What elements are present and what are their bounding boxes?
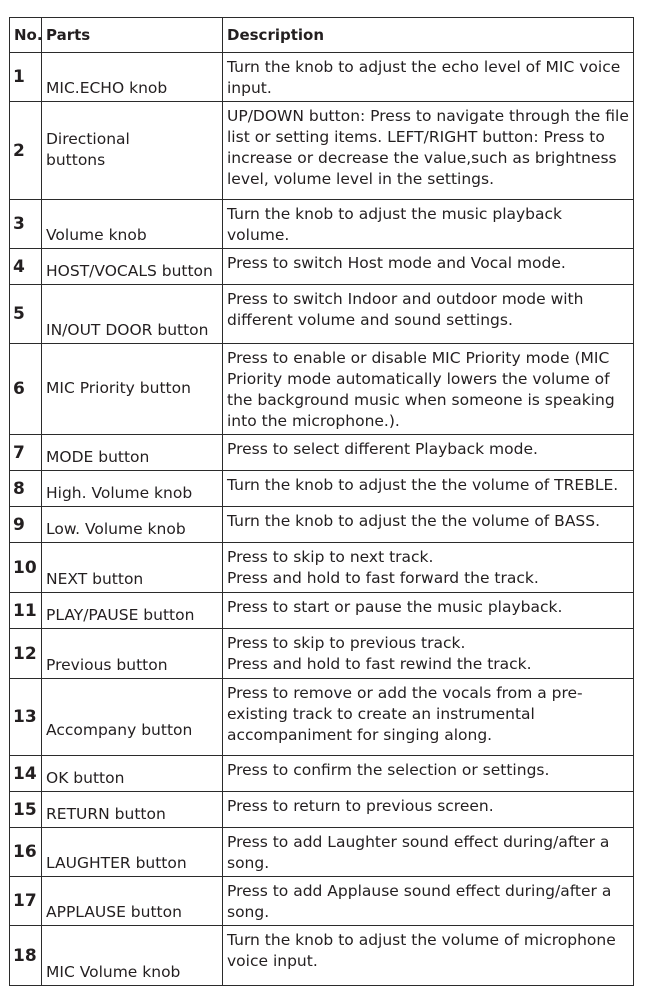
part-description: Press to start or pause the music playback. — [223, 593, 634, 629]
header-parts: Parts — [42, 18, 223, 53]
row-number: 2 — [10, 102, 42, 200]
row-number: 10 — [10, 543, 42, 593]
row-number: 6 — [10, 344, 42, 435]
part-name: LAUGHTER button — [42, 828, 223, 877]
part-description: Press to skip to next track. Press and hold to fast forward the track. — [223, 543, 634, 593]
part-name: MODE button — [42, 435, 223, 471]
row-number: 5 — [10, 285, 42, 344]
part-description: Turn the knob to adjust the music playback volume. — [223, 200, 634, 249]
table-header-row — [10, 18, 634, 53]
part-description: Press to add Applause sound effect during/after a song. — [223, 877, 634, 926]
part-name: Volume knob — [42, 200, 223, 249]
table-row — [10, 877, 634, 926]
part-name: PLAY/PAUSE button — [42, 593, 223, 629]
header-no: No. — [10, 18, 42, 53]
row-number: 12 — [10, 629, 42, 679]
part-name: OK button — [42, 756, 223, 792]
table-row — [10, 593, 634, 629]
part-name: MIC Volume knob — [42, 926, 223, 986]
part-name: Directional buttons — [42, 102, 223, 200]
row-number: 16 — [10, 828, 42, 877]
row-number: 11 — [10, 593, 42, 629]
row-number: 1 — [10, 53, 42, 102]
row-number: 3 — [10, 200, 42, 249]
part-description: Turn the knob to adjust the volume of microphone voice input. — [223, 926, 634, 986]
row-number: 8 — [10, 471, 42, 507]
table-row — [10, 471, 634, 507]
row-number: 13 — [10, 679, 42, 756]
header-description: Description — [223, 18, 634, 53]
part-name: HOST/VOCALS button — [42, 249, 223, 285]
part-description: Press to remove or add the vocals from a pre-existing track to create an instrumental accompaniment for singing along. — [223, 679, 634, 756]
part-name: RETURN button — [42, 792, 223, 828]
row-number: 7 — [10, 435, 42, 471]
row-number: 17 — [10, 877, 42, 926]
row-number: 18 — [10, 926, 42, 986]
table-row — [10, 679, 634, 756]
part-name: NEXT button — [42, 543, 223, 593]
part-name: Accompany button — [42, 679, 223, 756]
table-row — [10, 828, 634, 877]
part-description: Press to skip to previous track. Press and hold to fast rewind the track. — [223, 629, 634, 679]
part-description: Press to confirm the selection or settings. — [223, 756, 634, 792]
part-name: Low. Volume knob — [42, 507, 223, 543]
part-name: MIC.ECHO knob — [42, 53, 223, 102]
table-row — [10, 756, 634, 792]
row-number: 15 — [10, 792, 42, 828]
row-number: 14 — [10, 756, 42, 792]
table-row — [10, 629, 634, 679]
table-row — [10, 543, 634, 593]
table-row — [10, 249, 634, 285]
part-description: Press to select different Playback mode. — [223, 435, 634, 471]
table-row — [10, 200, 634, 249]
table-row — [10, 507, 634, 543]
part-name: IN/OUT DOOR button — [42, 285, 223, 344]
part-description: Turn the knob to adjust the the volume of BASS. — [223, 507, 634, 543]
part-description: Press to return to previous screen. — [223, 792, 634, 828]
table-row — [10, 53, 634, 102]
table-row — [10, 102, 634, 200]
table-row — [10, 285, 634, 344]
row-number: 4 — [10, 249, 42, 285]
part-name: High. Volume knob — [42, 471, 223, 507]
table-row — [10, 926, 634, 986]
table-row — [10, 792, 634, 828]
part-description: Turn the knob to adjust the the volume of TREBLE. — [223, 471, 634, 507]
part-name: Previous button — [42, 629, 223, 679]
part-description: Turn the knob to adjust the echo level of MIC voice input. — [223, 53, 634, 102]
part-name: APPLAUSE button — [42, 877, 223, 926]
part-description: Press to enable or disable MIC Priority mode (MIC Priority mode automatically lowers the volume of the background music when someone is speaking into the microphone.). — [223, 344, 634, 435]
table-row — [10, 344, 634, 435]
part-description: UP/DOWN button: Press to navigate through the file list or setting items. LEFT/RIGHT button: Press to increase or decrease the value,such as brightness level, volume level in the settings. — [223, 102, 634, 200]
parts-description-table — [9, 17, 634, 986]
part-description: Press to switch Host mode and Vocal mode. — [223, 249, 634, 285]
table-row — [10, 435, 634, 471]
part-description: Press to switch Indoor and outdoor mode with different volume and sound settings. — [223, 285, 634, 344]
row-number: 9 — [10, 507, 42, 543]
part-name: MIC Priority button — [42, 344, 223, 435]
part-description: Press to add Laughter sound effect during/after a song. — [223, 828, 634, 877]
